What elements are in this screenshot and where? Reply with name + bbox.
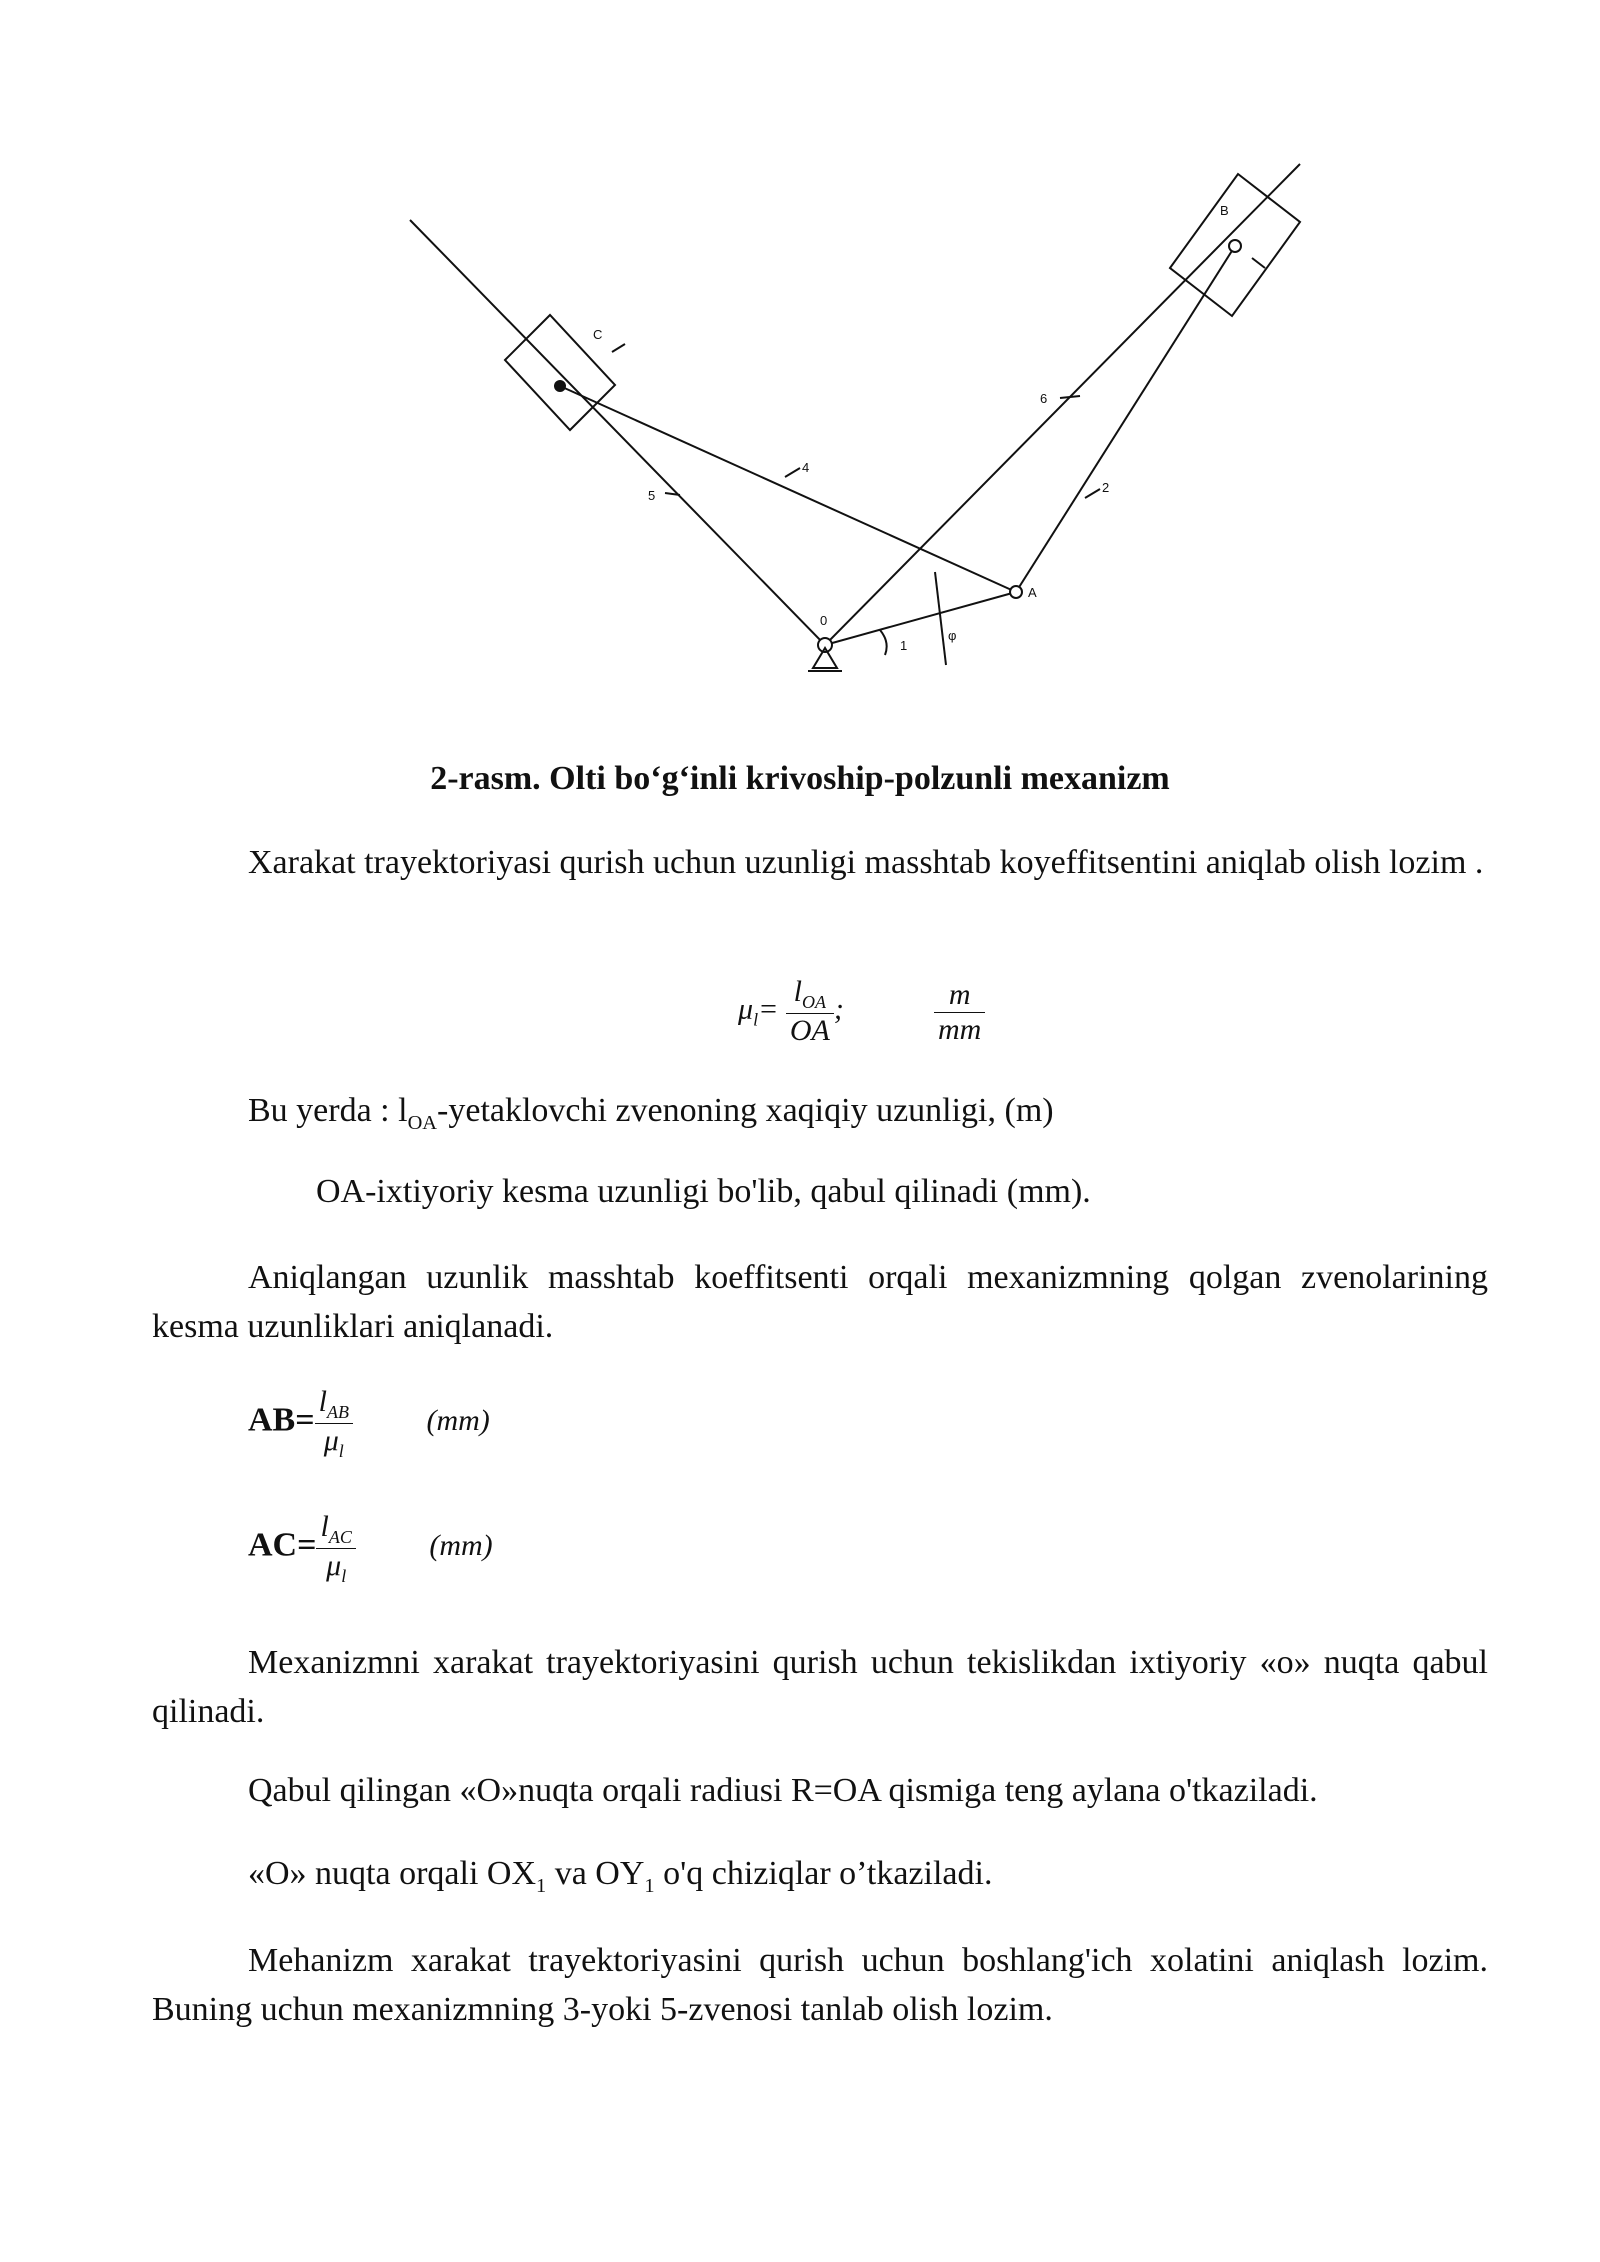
hinge-b [1229, 240, 1241, 252]
left-guide-line [410, 220, 828, 645]
paragraph-7-sub2: 1 [644, 1874, 655, 1897]
paragraph-5 [152, 1638, 1488, 1736]
paragraph-4 [152, 1253, 1488, 1351]
formula-ac-unit: (mm) [429, 1529, 493, 1563]
paragraph-2-suffix: -yetaklovchi zvenoning xaqiqiy uzunligi, (m) [437, 1092, 1054, 1129]
paragraph-8-text: Mehanizm xarakat trayektoriyasini qurish uchun boshlang'ich xolatini aniqlash lozim. Buning uchun mexanizmning 3-yoki 5-zvenosi tanlab olish lozim. [152, 1942, 1488, 2028]
label-phi: φ [948, 628, 957, 643]
vertical-axis [935, 572, 946, 665]
label-link1: 1 [900, 638, 908, 653]
paragraph-7 [248, 1855, 992, 1898]
paragraph-7-b: va OY [546, 1855, 645, 1892]
leader-link6 [1060, 396, 1080, 398]
formula-mu-eq: = [758, 992, 779, 1026]
paragraph-6: Qabul qilingan «O»nuqta orqali radiusi R=OA qismiga teng aylana o'tkaziladi. [248, 1772, 1318, 1809]
paragraph-1-text: Xarakat trayektoriyasi qurish uchun uzunligi masshtab koyeffitsentini aniqlab olish lozim . [248, 844, 1484, 881]
crank-oa [825, 592, 1016, 645]
paragraph-5-text: Mexanizmni xarakat trayektoriyasini qurish uchun tekislikdan ixtiyoriy «o» nuqta qabul qilinadi. [152, 1644, 1488, 1730]
formula-mu-den: OA [789, 1014, 830, 1047]
formula-mu [738, 975, 844, 1048]
formula-mu-unit [934, 978, 985, 1047]
formula-ab-unit: (mm) [426, 1404, 490, 1438]
label-link5: 5 [648, 488, 656, 503]
formula-mu-lhs: μ [738, 992, 754, 1026]
label-link6: 6 [1040, 391, 1048, 406]
formula-ab-den: μ [323, 1424, 339, 1457]
formula-mu-sep: ; [833, 992, 844, 1026]
formula-ac-num-sub: AC [328, 1527, 352, 1547]
leader-b [1252, 258, 1265, 268]
formula-ab [248, 1385, 490, 1462]
formula-mu-fraction [786, 975, 834, 1048]
formula-ac-den-sub: l [341, 1566, 347, 1586]
paragraph-2 [248, 1092, 1054, 1135]
leader-c [612, 344, 625, 352]
formula-ac [248, 1510, 493, 1587]
figure-caption: 2-rasm. Olti bo‘g‘inli krivoship-polzunli mexanizm [430, 760, 1170, 797]
formula-ac-lhs: AC= [248, 1526, 317, 1564]
paragraph-3: OA-ixtiyoriy kesma uzunligi bo'lib, qabul qilinadi (mm). [316, 1173, 1091, 1210]
rod-ac [560, 386, 1016, 592]
label-link2: 2 [1102, 480, 1110, 495]
formula-mu-lhs-sub: l [753, 1009, 759, 1030]
label-o: 0 [820, 613, 828, 628]
label-b: B [1220, 203, 1229, 218]
leader-link4 [785, 468, 800, 477]
angle-arc [880, 630, 887, 655]
formula-ab-num: l [318, 1385, 327, 1418]
hinge-c [554, 380, 566, 392]
paragraph-2-sub: OA [407, 1111, 438, 1134]
paragraph-7-c: o'q chiziqlar o’tkaziladi. [654, 1855, 993, 1892]
leader-link2 [1085, 489, 1100, 498]
formula-ac-den: μ [326, 1549, 342, 1582]
hinge-a [1010, 586, 1022, 598]
right-guide-line [825, 164, 1300, 645]
paragraph-8 [152, 1936, 1488, 2034]
label-a: A [1028, 585, 1037, 600]
formula-ab-num-sub: AB [326, 1402, 349, 1422]
label-link4: 4 [802, 460, 810, 475]
paragraph-4-text: Aniqlangan uzunlik masshtab koeffitsenti orqali mexanizmning qolgan zvenolarining kesma uzunliklari aniqlanadi. [152, 1259, 1488, 1345]
paragraph-2-prefix: Bu yerda : l [248, 1092, 408, 1129]
formula-mu-num: l [793, 975, 802, 1008]
mechanism-diagram [380, 150, 1340, 710]
label-c: C [593, 327, 603, 342]
formula-mu-unit-den: mm [938, 1013, 982, 1046]
paragraph-1 [152, 838, 1488, 887]
paragraph-7-a: «O» nuqta orqali OX [248, 1855, 537, 1892]
formula-ab-lhs: AB= [248, 1401, 315, 1439]
paragraph-7-sub1: 1 [536, 1874, 547, 1897]
formula-ac-num: l [320, 1510, 329, 1543]
formula-mu-num-sub: OA [802, 992, 826, 1012]
formula-mu-unit-num: m [934, 978, 985, 1013]
formula-ab-den-sub: l [338, 1441, 344, 1461]
